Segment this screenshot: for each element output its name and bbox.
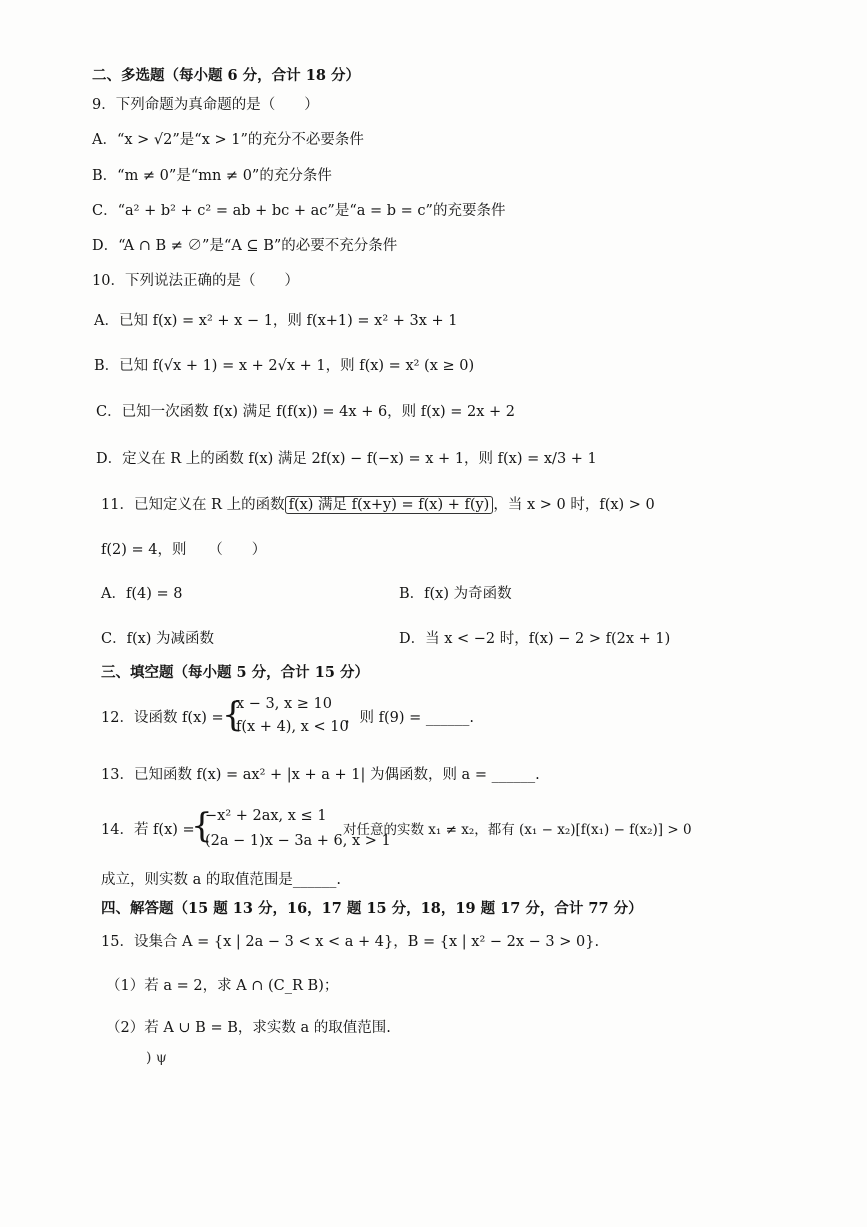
q11-stem <box>101 495 655 515</box>
q9-stem: 9．下列命题为真命题的是（ ） <box>92 97 319 113</box>
q10-option-c: C．已知一次函数 f(x) 满足 f(f(x)) = 4x + 6，则 f(x) = 2x + 2 <box>96 404 516 420</box>
q14-case2: (2a − 1)x − 3a + 6, x > 1 <box>205 833 391 849</box>
handwritten-scribble: ) ψ <box>146 1050 167 1066</box>
q12-brace: { <box>222 695 244 735</box>
q12-case2: f(x + 4), x < 10 <box>236 719 349 735</box>
q14-pre: 14．若 f(x) = <box>101 822 195 838</box>
q14-post: 对任意的实数 x₁ ≠ x₂，都有 (x₁ − x₂)[f(x₁) − f(x₂)] > 0 <box>343 822 692 838</box>
q12-pre: 12．设函数 f(x) = <box>101 710 224 726</box>
q9-option-a: A．“x > √2”是“x > 1”的充分不必要条件 <box>92 132 364 148</box>
q10-option-d: D．定义在 R 上的函数 f(x) 满足 2f(x) − f(−x) = x + 1，则 f(x) = x/3 + 1 <box>96 451 597 467</box>
section-heading-fill-blank: 三、填空题（每小题 5 分，合计 15 分） <box>101 664 369 681</box>
q12-post: ，则 f(9) = ______. <box>345 710 474 726</box>
q14-line2: 成立，则实数 a 的取值范围是______. <box>101 872 341 888</box>
q14-brace: { <box>191 806 213 846</box>
q10-option-a: A．已知 f(x) = x² + x − 1，则 f(x+1) = x² + 3x + 1 <box>94 313 458 329</box>
section-heading-answer: 四、解答题（15 题 13 分，16，17 题 15 分，18，19 题 17 分，合计 77 分） <box>101 900 643 917</box>
q11-stem-pre: 11．已知定义在 R 上的函数 <box>101 497 285 513</box>
q9-option-c: C．“a² + b² + c² = ab + bc + ac”是“a = b = c”的充要条件 <box>92 203 506 219</box>
q11-option-d: D．当 x < −2 时，f(x) − 2 > f(2x + 1) <box>399 631 671 647</box>
section-heading-multi-choice: 二、多选题（每小题 6 分，合计 18 分） <box>92 67 360 84</box>
q11-stem-line2: f(2) = 4，则 （ ） <box>101 542 267 558</box>
q11-option-a: A．f(4) = 8 <box>101 586 183 602</box>
q11-stem-post: ，当 x > 0 时，f(x) > 0 <box>493 497 655 513</box>
q15-stem: 15．设集合 A = {x | 2a − 3 < x < a + 4}，B = {x | x² − 2x − 3 > 0}. <box>101 934 600 950</box>
q11-stem-boxed: f(x) 满足 f(x+y) = f(x) + f(y) <box>285 496 494 514</box>
q11-option-b: B．f(x) 为奇函数 <box>399 586 512 602</box>
q9-option-d: D．“A ∩ B ≠ ∅”是“A ⊆ B”的必要不充分条件 <box>92 238 398 254</box>
q12-case1: x − 3, x ≥ 10 <box>236 696 332 712</box>
q13-text: 13．已知函数 f(x) = ax² + |x + a + 1| 为偶函数，则 a = ______. <box>101 767 540 783</box>
q9-option-b: B．“m ≠ 0”是“mn ≠ 0”的充分条件 <box>92 168 332 184</box>
q10-stem: 10．下列说法正确的是（ ） <box>92 273 299 289</box>
q11-option-c: C．f(x) 为减函数 <box>101 631 215 647</box>
q15-part1: （1）若 a = 2，求 A ∩ (C_R B)； <box>106 978 339 994</box>
q10-option-b: B．已知 f(√x + 1) = x + 2√x + 1，则 f(x) = x² (x ≥ 0) <box>94 358 475 374</box>
q14-case1: −x² + 2ax, x ≤ 1 <box>205 808 327 824</box>
q15-part2: （2）若 A ∪ B = B，求实数 a 的取值范围. <box>106 1020 391 1036</box>
